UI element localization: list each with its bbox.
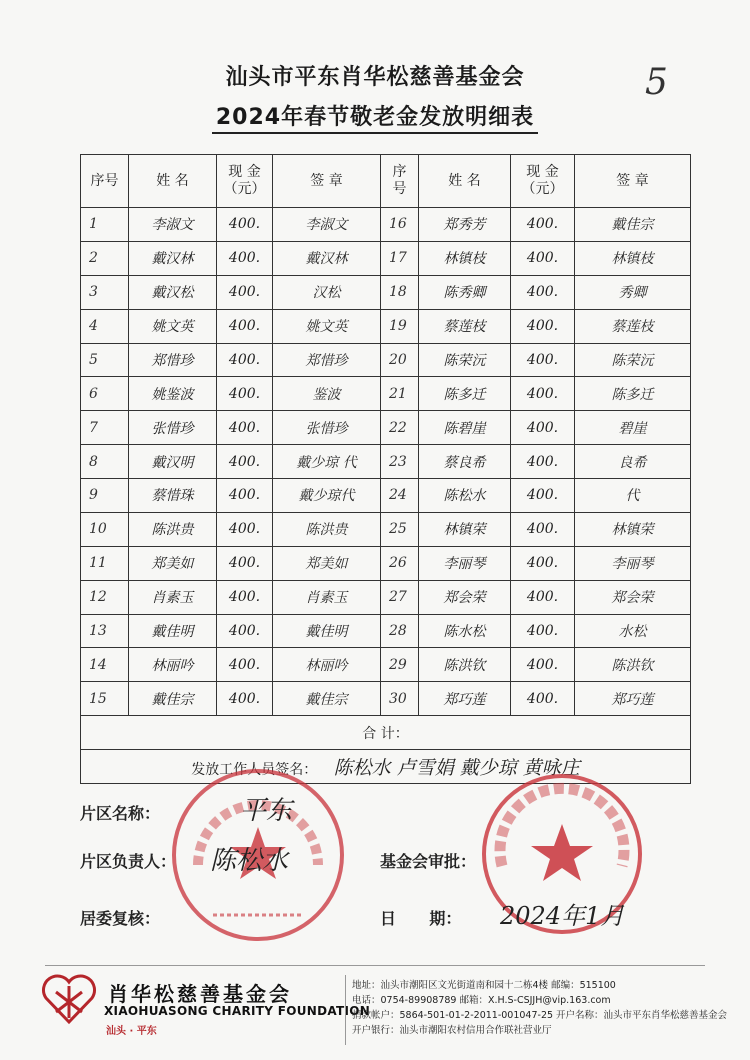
total-row [81, 716, 691, 750]
row-signature-right: 水松 [575, 614, 691, 648]
total-label: 合 计： [81, 716, 691, 750]
page-mark: 5 [645, 62, 668, 103]
row-number-right: 22 [381, 411, 419, 445]
row-name: 蔡惜珠 [129, 479, 217, 513]
row-amount: 400. [217, 546, 273, 580]
row-signature: 鉴波 [273, 377, 381, 411]
row-number-right: 21 [381, 377, 419, 411]
row-amount: 400. [217, 343, 273, 377]
table-row [81, 411, 691, 445]
row-number-right: 24 [381, 479, 419, 513]
row-name-right: 陈水松 [419, 614, 511, 648]
row-amount: 400. [217, 580, 273, 614]
row-signature-right: 陈荣沅 [575, 343, 691, 377]
row-amount-right: 400. [511, 648, 575, 682]
table-row [81, 546, 691, 580]
row-number: 13 [81, 614, 129, 648]
row-signature-right: 陈洪钦 [575, 648, 691, 682]
row-name: 李淑文 [129, 208, 217, 242]
table-row [81, 241, 691, 275]
area-name-label: 片区名称： [80, 804, 161, 823]
row-number: 3 [81, 275, 129, 309]
row-name: 戴佳明 [129, 614, 217, 648]
row-number-right: 23 [381, 445, 419, 479]
row-amount: 400. [217, 512, 273, 546]
row-name-right: 蔡良希 [419, 445, 511, 479]
row-signature: 戴汉林 [273, 241, 381, 275]
row-signature-right: 蔡莲枝 [575, 309, 691, 343]
row-number-right: 30 [381, 682, 419, 716]
header-seal-right: 签 章 [575, 155, 691, 208]
row-name: 郑惜珍 [129, 343, 217, 377]
header-name-right: 姓 名 [419, 155, 511, 208]
table-row [81, 445, 691, 479]
row-name-right: 蔡莲枝 [419, 309, 511, 343]
approval-label: 基金会审批： [380, 852, 477, 871]
row-number: 14 [81, 648, 129, 682]
row-number: 6 [81, 377, 129, 411]
row-signature: 戴少琼 代 [273, 445, 381, 479]
row-signature: 汉松 [273, 275, 381, 309]
row-number: 1 [81, 208, 129, 242]
row-name-right: 郑巧莲 [419, 682, 511, 716]
row-amount-right: 400. [511, 208, 575, 242]
row-name: 林丽吟 [129, 648, 217, 682]
area-leader-label: 片区负责人： [80, 852, 177, 871]
row-number: 10 [81, 512, 129, 546]
row-name-right: 陈秀卿 [419, 275, 511, 309]
row-amount: 400. [217, 682, 273, 716]
row-number-right: 19 [381, 309, 419, 343]
table-row [81, 614, 691, 648]
row-amount: 400. [217, 309, 273, 343]
row-name-right: 郑会荣 [419, 580, 511, 614]
row-signature: 戴少琼代 [273, 479, 381, 513]
row-number: 11 [81, 546, 129, 580]
distribution-table [80, 154, 691, 784]
footer-address: 地址：汕头市潮阳区文光街道南和园十二栋4楼 邮编：515100 [352, 980, 616, 991]
row-name-right: 李丽琴 [419, 546, 511, 580]
table-row [81, 479, 691, 513]
row-signature: 戴佳明 [273, 614, 381, 648]
row-name: 戴佳宗 [129, 682, 217, 716]
row-number: 9 [81, 479, 129, 513]
row-amount-right: 400. [511, 411, 575, 445]
row-signature: 张惜珍 [273, 411, 381, 445]
row-signature-right: 郑巧莲 [575, 682, 691, 716]
row-signature: 林丽吟 [273, 648, 381, 682]
row-signature-right: 良希 [575, 445, 691, 479]
row-signature: 李淑文 [273, 208, 381, 242]
row-signature-right: 李丽琴 [575, 546, 691, 580]
row-name-right: 陈碧崖 [419, 411, 511, 445]
table-row [81, 682, 691, 716]
row-signature-right: 代 [575, 479, 691, 513]
footer-org-location: 汕头 · 平东 [106, 1026, 157, 1037]
row-amount-right: 400. [511, 241, 575, 275]
staff-label: 发放工作人员签名： [191, 762, 318, 779]
foundation-logo-icon [38, 968, 100, 1030]
row-amount-right: 400. [511, 580, 575, 614]
table-row [81, 377, 691, 411]
row-number: 5 [81, 343, 129, 377]
table-row [81, 648, 691, 682]
row-signature-right: 秀卿 [575, 275, 691, 309]
staff-signatures: 陈松水 卢雪娟 戴少琼 黄咏庄 [333, 757, 580, 780]
row-amount-right: 400. [511, 546, 575, 580]
table-row [81, 512, 691, 546]
row-amount-right: 400. [511, 445, 575, 479]
row-number: 12 [81, 580, 129, 614]
table-row [81, 309, 691, 343]
row-name-right: 陈多迁 [419, 377, 511, 411]
header-seal: 签 章 [273, 155, 381, 208]
header-no-right: 序 号 [381, 155, 419, 208]
row-amount: 400. [217, 241, 273, 275]
row-name-right: 陈松水 [419, 479, 511, 513]
row-name: 戴汉松 [129, 275, 217, 309]
row-signature: 陈洪贵 [273, 512, 381, 546]
row-name-right: 林镇荣 [419, 512, 511, 546]
footer-account: 捐款帐户：5864-501-01-2-2011-001047-25 开户名称：汕头市平东肖华松慈善基金会 [352, 1010, 728, 1021]
table-row [81, 275, 691, 309]
table-row [81, 343, 691, 377]
row-signature-right: 戴佳宗 [575, 208, 691, 242]
row-name: 戴汉林 [129, 241, 217, 275]
table-header-row [81, 155, 691, 208]
row-number-right: 17 [381, 241, 419, 275]
row-amount-right: 400. [511, 479, 575, 513]
row-amount: 400. [217, 208, 273, 242]
row-number: 8 [81, 445, 129, 479]
row-amount: 400. [217, 411, 273, 445]
row-name-right: 陈洪钦 [419, 648, 511, 682]
row-signature-right: 林镇荣 [575, 512, 691, 546]
footer-org-english: XIAOHUASONG CHARITY FOUNDATION [104, 1004, 371, 1018]
footer-divider [45, 965, 705, 966]
row-amount: 400. [217, 445, 273, 479]
row-amount-right: 400. [511, 343, 575, 377]
review-label: 居委复核： [80, 909, 161, 928]
row-amount-right: 400. [511, 377, 575, 411]
table-row [81, 580, 691, 614]
row-number-right: 18 [381, 275, 419, 309]
row-number-right: 28 [381, 614, 419, 648]
row-name-right: 陈荣沅 [419, 343, 511, 377]
header-no: 序号 [81, 155, 129, 208]
row-name: 戴汉明 [129, 445, 217, 479]
row-number-right: 25 [381, 512, 419, 546]
row-signature: 肖素玉 [273, 580, 381, 614]
row-name-right: 郑秀芳 [419, 208, 511, 242]
row-signature: 郑惜珍 [273, 343, 381, 377]
row-signature: 郑美如 [273, 546, 381, 580]
row-amount: 400. [217, 377, 273, 411]
footer-vertical-divider [345, 975, 346, 1045]
row-amount: 400. [217, 614, 273, 648]
row-amount-right: 400. [511, 614, 575, 648]
row-name: 肖素玉 [129, 580, 217, 614]
header-name: 姓 名 [129, 155, 217, 208]
footer-org-name: 肖华松慈善基金会 [108, 982, 292, 1006]
row-amount-right: 400. [511, 512, 575, 546]
footer-phone: 电话：0754-89908789 邮箱：X.H.S-CSJJH@vip.163.com [352, 995, 611, 1006]
row-number-right: 20 [381, 343, 419, 377]
date-label: 日 期： [380, 909, 462, 928]
row-number-right: 16 [381, 208, 419, 242]
row-number: 15 [81, 682, 129, 716]
row-number-right: 26 [381, 546, 419, 580]
row-amount-right: 400. [511, 682, 575, 716]
row-name: 姚鉴波 [129, 377, 217, 411]
row-number: 2 [81, 241, 129, 275]
row-number: 7 [81, 411, 129, 445]
row-amount: 400. [217, 275, 273, 309]
row-number-right: 27 [381, 580, 419, 614]
header-amount-right: 现 金 （元） [511, 155, 575, 208]
row-name: 陈洪贵 [129, 512, 217, 546]
area-leader-signature: 陈松水 [210, 846, 289, 876]
row-name: 张惜珍 [129, 411, 217, 445]
document-title: 2024年春节敬老金发放明细表 [0, 100, 750, 131]
row-amount: 400. [217, 648, 273, 682]
row-signature-right: 陈多迁 [575, 377, 691, 411]
row-amount-right: 400. [511, 309, 575, 343]
row-signature-right: 郑会荣 [575, 580, 691, 614]
row-signature-right: 林镇枝 [575, 241, 691, 275]
date-value: 2024年1月 [500, 902, 625, 930]
row-number-right: 29 [381, 648, 419, 682]
table-row [81, 208, 691, 242]
row-name: 姚文英 [129, 309, 217, 343]
area-name-value: 平东 [240, 796, 293, 826]
row-signature: 戴佳宗 [273, 682, 381, 716]
row-name: 郑美如 [129, 546, 217, 580]
row-amount: 400. [217, 479, 273, 513]
footer-bank: 开户银行：汕头市潮阳农村信用合作联社营业厅 [352, 1025, 552, 1036]
row-number: 4 [81, 309, 129, 343]
row-amount-right: 400. [511, 275, 575, 309]
row-signature-right: 碧崖 [575, 411, 691, 445]
header-amount: 现 金 （元） [217, 155, 273, 208]
row-signature: 姚文英 [273, 309, 381, 343]
foundation-title: 汕头市平东肖华松慈善基金会 [225, 65, 525, 90]
row-name-right: 林镇枝 [419, 241, 511, 275]
